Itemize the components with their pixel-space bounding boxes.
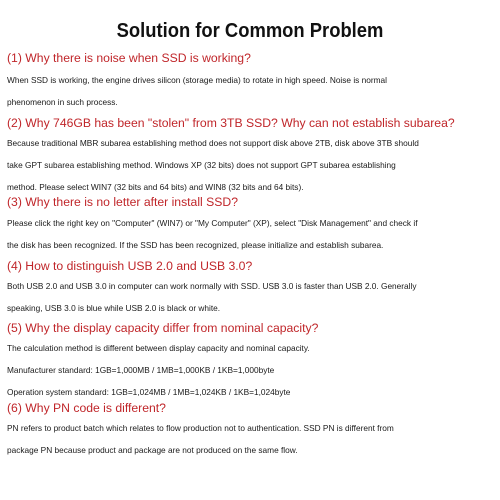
answer-line: When SSD is working, the engine drives silicon (storage media) to rotate in high speed. Noise is normal xyxy=(7,75,387,85)
answer-line: PN refers to product batch which relates to flow production not to authentication. SSD PN is different from xyxy=(7,423,394,433)
question-heading-3: (3) Why there is no letter after install SSD? xyxy=(7,195,238,209)
answer-line: Manufacturer standard: 1GB=1,000MB / 1MB=1,000KB / 1KB=1,000byte xyxy=(7,365,275,375)
answer-line: take GPT subarea establishing method. Windows XP (32 bits) does not support GPT subarea establishing xyxy=(7,160,396,170)
answer-line: Because traditional MBR subarea establishing method does not support disk above 2TB, disk above 3TB should xyxy=(7,138,419,148)
answer-line: Please click the right key on "Computer" (WIN7) or "My Computer" (XP), select "Disk Management" and check if xyxy=(7,218,418,228)
answer-line: phenomenon in such process. xyxy=(7,97,118,107)
answer-line: the disk has been recognized. If the SSD has been recognized, please initialize and establish subarea. xyxy=(7,240,384,250)
answer-line: The calculation method is different between display capacity and nominal capacity. xyxy=(7,343,310,353)
answer-paragraph-5 xyxy=(7,337,495,403)
answer-line: speaking, USB 3.0 is blue while USB 2.0 is black or white. xyxy=(7,303,221,313)
page-title: Solution for Common Problem xyxy=(116,20,384,42)
answer-paragraph-2 xyxy=(7,132,495,198)
answer-line: Operation system standard: 1GB=1,024MB / 1MB=1,024KB / 1KB=1,024byte xyxy=(7,387,291,397)
question-heading-5: (5) Why the display capacity differ from nominal capacity? xyxy=(7,321,319,335)
question-heading-4: (4) How to distinguish USB 2.0 and USB 3.0? xyxy=(7,259,253,273)
answer-paragraph-1 xyxy=(7,69,495,113)
answer-line: package PN because product and package are not produced on the same flow. xyxy=(7,445,298,455)
question-heading-2: (2) Why 746GB has been "stolen" from 3TB SSD? Why can not establish subarea? xyxy=(7,116,455,130)
answer-paragraph-4 xyxy=(7,275,495,319)
answer-paragraph-3 xyxy=(7,212,495,256)
question-heading-1: (1) Why there is noise when SSD is working? xyxy=(7,51,251,65)
question-heading-6: (6) Why PN code is different? xyxy=(7,401,166,415)
answer-line: Both USB 2.0 and USB 3.0 in computer can work normally with SSD. USB 3.0 is faster than USB 2.0. Generally xyxy=(7,281,417,291)
answer-line: method. Please select WIN7 (32 bits and 64 bits) and WIN8 (32 bits and 64 bits). xyxy=(7,182,304,192)
answer-paragraph-6 xyxy=(7,417,495,461)
